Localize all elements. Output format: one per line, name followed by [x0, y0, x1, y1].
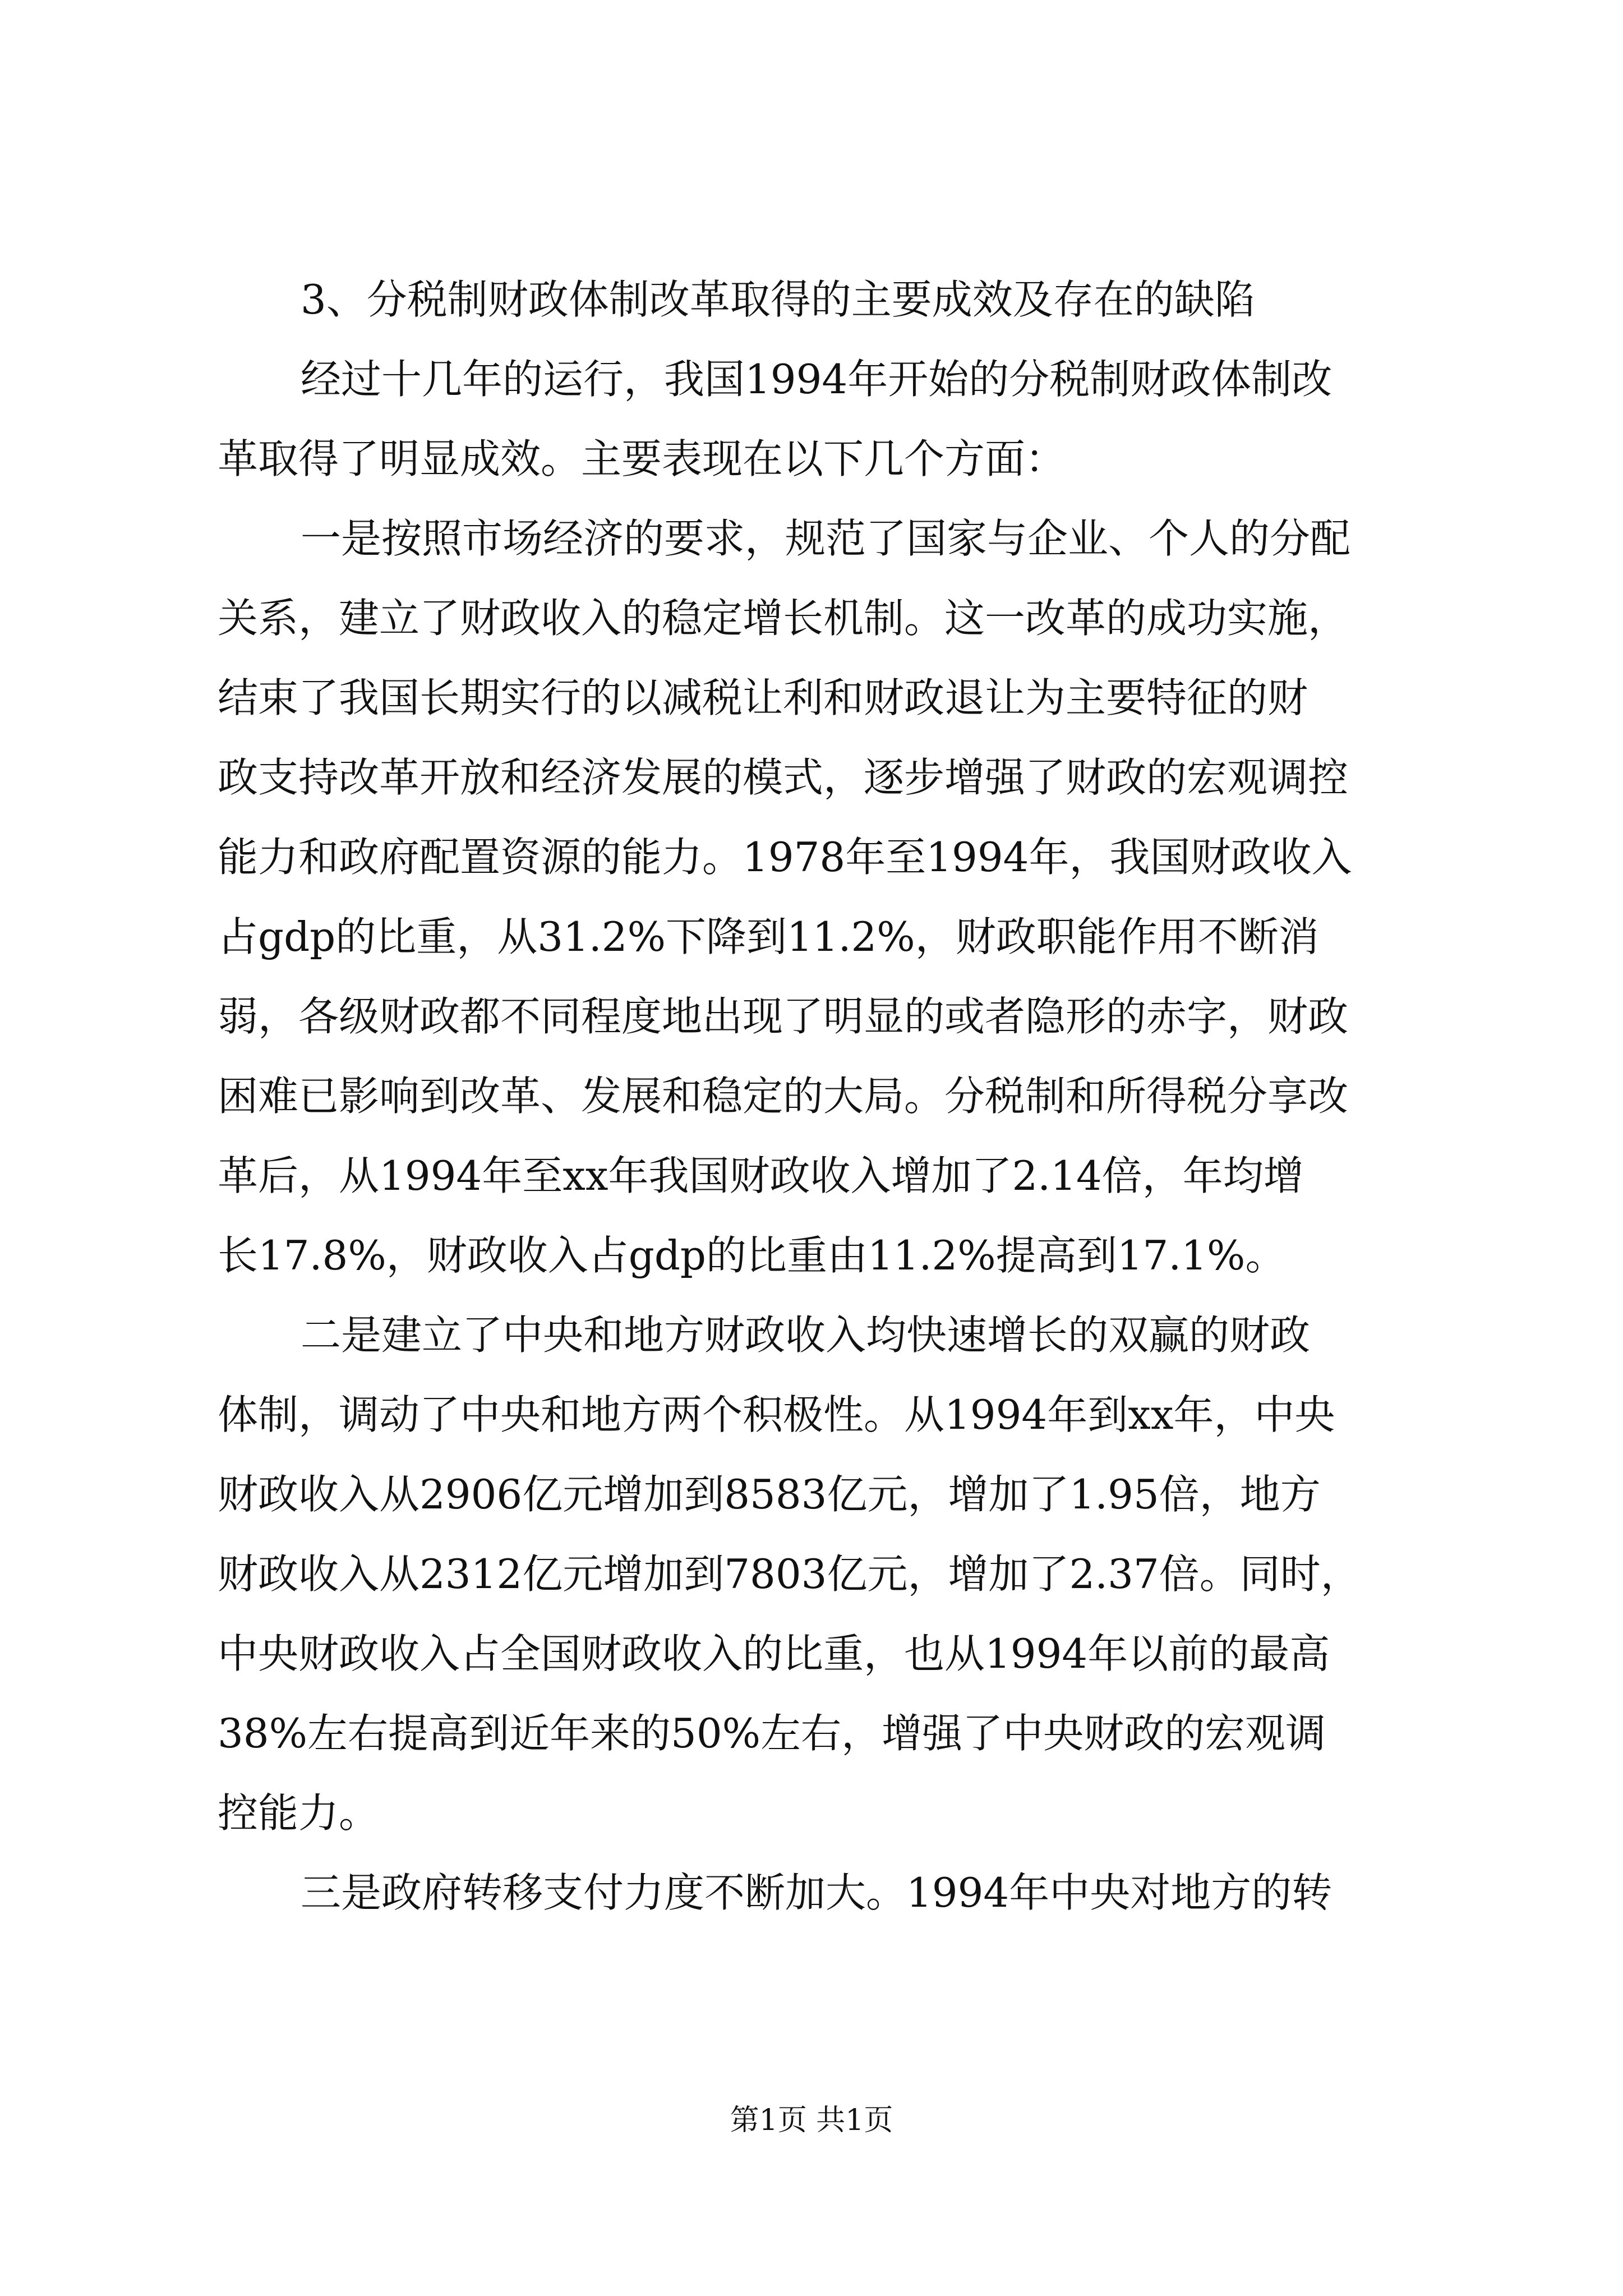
paragraph-line: 革后，从1994年至xx年我国财政收入增加了2.14倍，年均增: [218, 1152, 1304, 1199]
paragraph-line: 体制，调动了中央和地方两个积极性。从1994年到xx年，中央: [218, 1391, 1335, 1438]
paragraph-line: 三是政府转移支付力度不断加大。1994年中央对地方的转: [301, 1869, 1332, 1916]
paragraph-line: 二是建立了中央和地方财政收入均快速增长的双赢的财政: [301, 1312, 1311, 1359]
paragraph-line: 结束了我国长期实行的以减税让利和财政退让为主要特征的财: [218, 674, 1308, 721]
paragraph-line: 中央财政收入占全国财政收入的比重，也从1994年以前的最高: [218, 1630, 1330, 1677]
paragraph-line: 能力和政府配置资源的能力。1978年至1994年，我国财政收入: [218, 834, 1352, 881]
paragraph-line: 长17.8%，财政收入占gdp的比重由11.2%提高到17.1%。: [218, 1232, 1286, 1279]
paragraph-line: 38%左右提高到近年来的50%左右，增强了中央财政的宏观调: [218, 1710, 1326, 1757]
page-footer: [0, 2101, 1623, 2140]
paragraph-line: 经过十几年的运行，我国1994年开始的分税制财政体制改: [301, 356, 1332, 403]
paragraph-line: 一是按照市场经济的要求，规范了国家与企业、个人的分配: [301, 515, 1351, 562]
paragraph-line: 困难已影响到改革、发展和稳定的大局。分税制和所得税分享改: [218, 1073, 1349, 1120]
section-heading: 3、分税制财政体制改革取得的主要成效及存在的缺陷: [301, 276, 1255, 323]
paragraph-line: 关系，建立了财政收入的稳定增长机制。这一改革的成功实施，: [218, 595, 1349, 642]
paragraph-line: 控能力。: [218, 1789, 380, 1837]
page-number-label: 第1页 共1页: [730, 2104, 893, 2137]
paragraph-line: 政支持改革开放和经济发展的模式，逐步增强了财政的宏观调控: [218, 754, 1349, 801]
paragraph-line: 财政收入从2312亿元增加到7803亿元，增加了2.37倍。同时，: [218, 1550, 1361, 1598]
paragraph-line: 革取得了明显成效。主要表现在以下几个方面：: [218, 435, 1066, 482]
document-body: [218, 260, 1429, 1932]
paragraph-line: 财政收入从2906亿元增加到8583亿元，增加了1.95倍，地方: [218, 1471, 1321, 1518]
paragraph-line: 弱，各级财政都不同程度地出现了明显的或者隐形的赤字，财政: [218, 993, 1349, 1040]
paragraph-line: 占gdp的比重，从31.2%下降到11.2%，财政职能作用不断消: [218, 913, 1319, 960]
